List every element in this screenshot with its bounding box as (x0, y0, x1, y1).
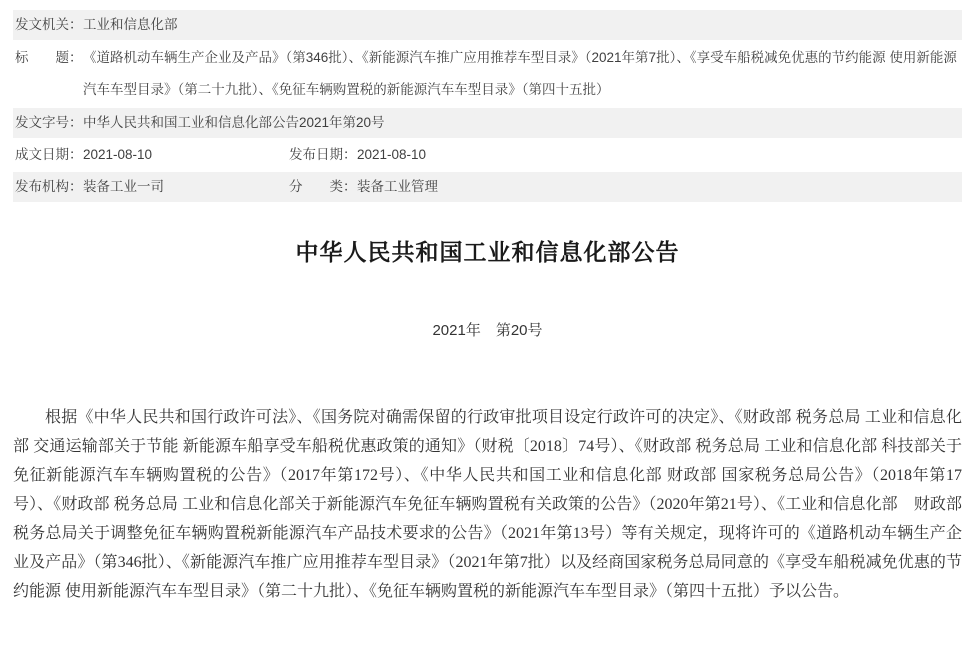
written-date-cell (15, 140, 289, 170)
announcement-section (13, 204, 962, 606)
category-label: 分 类： (289, 179, 357, 194)
meta-row-dates (13, 140, 962, 170)
issuing-authority-label: 发文机关： (15, 17, 83, 32)
publish-date-value: 2021-08-10 (357, 147, 427, 162)
publish-org-cell (15, 172, 289, 202)
written-date-label: 成文日期： (15, 147, 83, 162)
publish-org-label: 发布机构： (15, 179, 83, 194)
body-paragraph: 根据《中华人民共和国行政许可法》、《国务院对确需保留的行政审批项目设定行政许可的决定》、《财政部 税务总局 工业和信息化部 交通运输部关于节能 新能源车船享受车船税优惠政策的通知》（财税〔2018〕74号）、《财政部 税务总局 工业和信息化部 科技部关于免征新能源汽车车辆购置税的公告》（2017年第172号）、《中华人民共和国工业和信息化部 财政部 国家税务总局公告》（2018年第17号）、《财政部 税务总局 工业和信息化部关于新能源汽车免征车辆购置税有关政策的公告》（2020年第21号）、《工业和信息化部 财政部 税务总局关于调整免征车辆购置税新能源汽车产品技术要求的公告》（2021年第13号）等有关规定，现将许可的《道路机动车辆生产企业及产品》（第346批）、《新能源汽车推广应用推荐车型目录》（2021年第7批）以及经商国家税务总局同意的《享受车船税减免优惠的节约能源 使用新能源汽车车型目录》（第二十九批）、《免征车辆购置税的新能源汽车车型目录》（第四十五批）予以公告。 (13, 409, 962, 600)
title-value: 《道路机动车辆生产企业及产品》（第346批）、《新能源汽车推广应用推荐车型目录》（2021年第7批）、《享受车船税减免优惠的节约能源 使用新能源汽车车型目录》（第二十九批）、《免征车辆购置税的新能源汽车车型目录》（第四十五批） (83, 50, 957, 97)
doc-number-value: 中华人民共和国工业和信息化部公告2021年第20号 (83, 115, 385, 130)
meta-row-issuing-authority (13, 10, 962, 40)
category-cell (289, 172, 960, 202)
meta-row-title (13, 42, 962, 106)
meta-row-doc-number (13, 108, 962, 138)
category-value: 装备工业管理 (357, 179, 438, 194)
written-date-value: 2021-08-10 (83, 147, 153, 162)
issue-number: 2021年 第20号 (432, 322, 543, 339)
title-label: 标 题： (15, 50, 83, 65)
issuing-authority-value: 工业和信息化部 (83, 17, 178, 32)
doc-number-label: 发文字号： (15, 115, 83, 130)
page-title: 中华人民共和国工业和信息化部公告 (295, 239, 680, 265)
publish-date-cell (289, 140, 960, 170)
publish-date-label: 发布日期： (289, 147, 357, 162)
publish-org-value: 装备工业一司 (83, 179, 164, 194)
meta-table (13, 10, 962, 202)
meta-row-org-category (13, 172, 962, 202)
